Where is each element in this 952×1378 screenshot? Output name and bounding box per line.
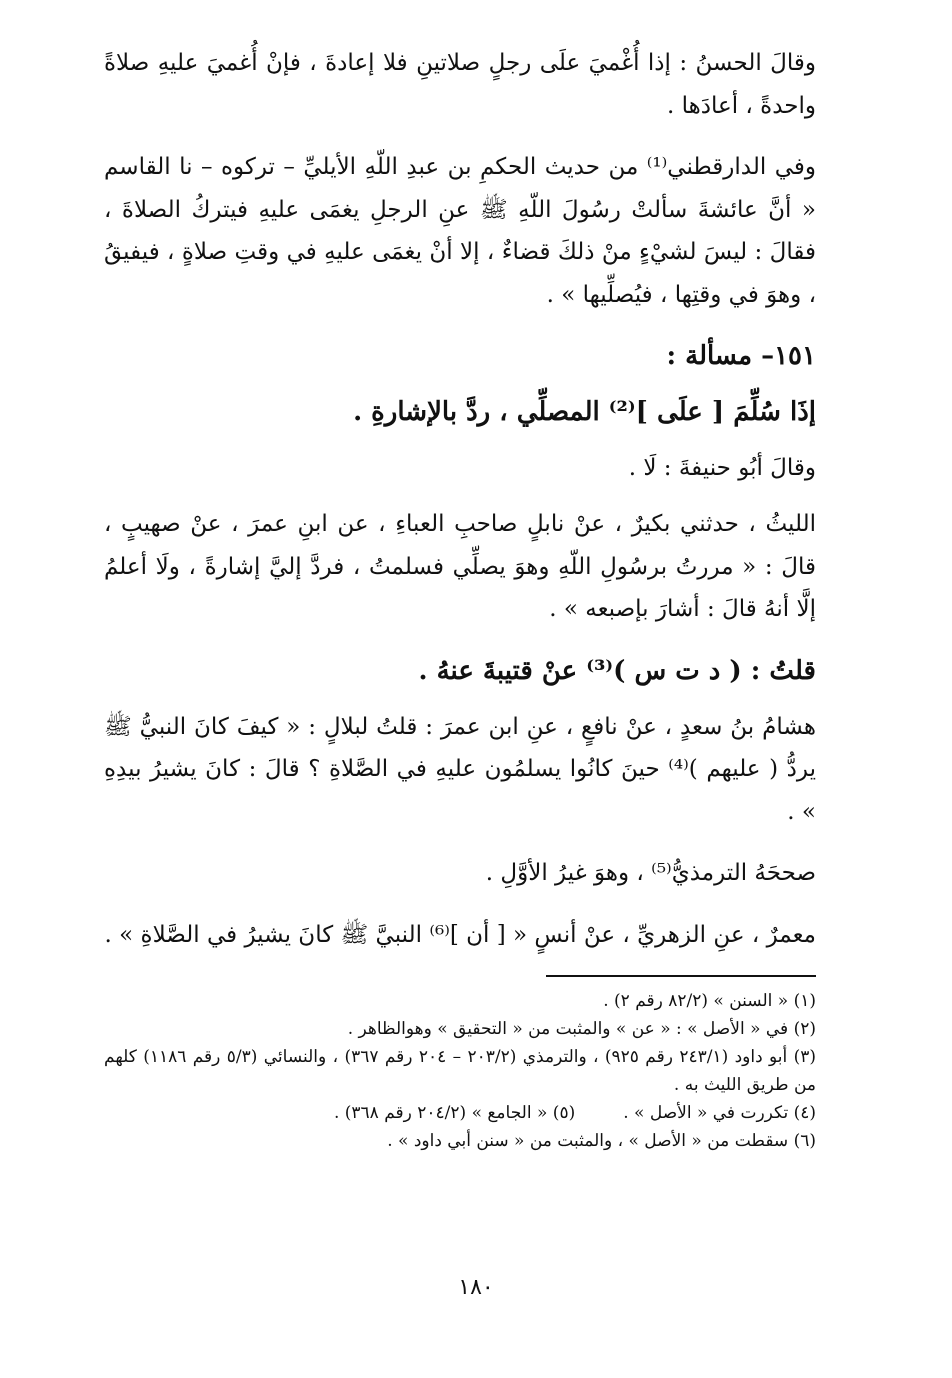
footnote-5: (٥) « الجامع » (٢٠٤/٢ رقم ٣٦٨) . — [333, 1103, 576, 1123]
book-page — [104, 42, 816, 1155]
masala-statement: إذَا سُلِّمَ [ علَى ]⁽²⁾ المصلِّي ، ردَّ بالإشارةِ . — [353, 397, 816, 427]
hadith-hisham-paragraph: هشامُ بنُ سعدٍ ، عنْ نافعٍ ، عنِ ابن عمرَ : قلتُ لبلالٍ : « كيفَ كانَ النبيُّ ﷺ يردُّ ( عليهم )⁽⁴⁾ حينَ كانُوا يسلمُون عليهِ في الصَّلاةِ ؟ قالَ : كانَ يشيرُ بيدِهِ » . — [104, 713, 816, 825]
tirmidhi-note: صححَهُ الترمذيُّ⁽⁵⁾ ، وهوَ غيرُ الأوَّلِ . — [485, 860, 816, 886]
masala-heading: ١٥١– مسألة : — [666, 341, 816, 371]
qultu-heading: قلتُ : ( د ت س )⁽³⁾ عنْ قتيبةَ عنهُ . — [418, 655, 816, 686]
footnote-row-4-5 — [104, 1099, 816, 1127]
page-number: ١٨٠ — [458, 1275, 494, 1300]
footnote-1: (١) « السنن » (٨٢/٢ رقم ٢) . — [603, 991, 816, 1011]
footnote-3: (٣) أبو داود (٢٤٣/١ رقم ٩٢٥) ، والترمذي (٢٠٣/٢ – ٢٠٤ رقم ٣٦٧) ، والنسائي (٥/٣ رقم ١١٨٦) كلهم من طريق الليث به . — [104, 1047, 816, 1095]
hasan-paragraph: وقالَ الحسنُ : إذا أُغْميَ علَى رجلٍ صلاتينِ فلا إعادةَ ، فإنْ أُغميَ عليهِ صلاةً واحدةً ، أعادَها . — [104, 50, 816, 119]
footnote-separator — [546, 975, 816, 977]
footnote-4: (٤) تكررت في « الأصل » . — [623, 1103, 816, 1123]
hadith-mamar-paragraph: معمرٌ ، عنِ الزهريِّ ، عنْ أنسٍ « [ أن ]⁽⁶⁾ النبيَّ ﷺ كانَ يشيرُ في الصَّلاةِ » . — [104, 921, 816, 948]
daraqutni-paragraph: وفي الدارقطني⁽¹⁾ من حديث الحكمِ بن عبدِ اللّهِ الأيليِّ – تركوه – نا القاسم « أنَّ عائشةَ سألتْ رسُولَ اللّهِ ﷺ عنِ الرجلِ يغمَى عليهِ فيتركُ الصلاةَ ، فقالَ : ليسَ لشيْءٍ منْ ذلكَ قضاءٌ ، إلا أنْ يغمَى عليهِ في وقتِ صلاةٍ ، فيفيقُ ، وهوَ في وقتِها ، فيُصلِّيها » . — [104, 154, 816, 308]
hadith-layth-paragraph: الليثُ ، حدثني بكيرٌ ، عنْ نابلٍ صاحبِ العباءِ ، عن ابنِ عمرَ ، عنْ صهيبٍ ، قالَ : « مررتُ برسُولِ اللّهِ وهوَ يصلِّي فسلمتُ ، فردَّ إليَّ إشارةً ، ولَا أعلمُ إلَّا أنهُ قالَ : أشارَ بإصبعه » . — [104, 511, 816, 622]
footnote-6: (٦) سقطت من « الأصل » ، والمثبت من « سنن أبي داود » . — [387, 1131, 816, 1151]
abu-hanifa-opinion: وقالَ أبُو حنيفةَ : لَا . — [628, 455, 816, 481]
footnote-2: (٢) في « الأصل » : « عن » والمثبت من « التحقيق » وهوالظاهر . — [347, 1019, 816, 1039]
